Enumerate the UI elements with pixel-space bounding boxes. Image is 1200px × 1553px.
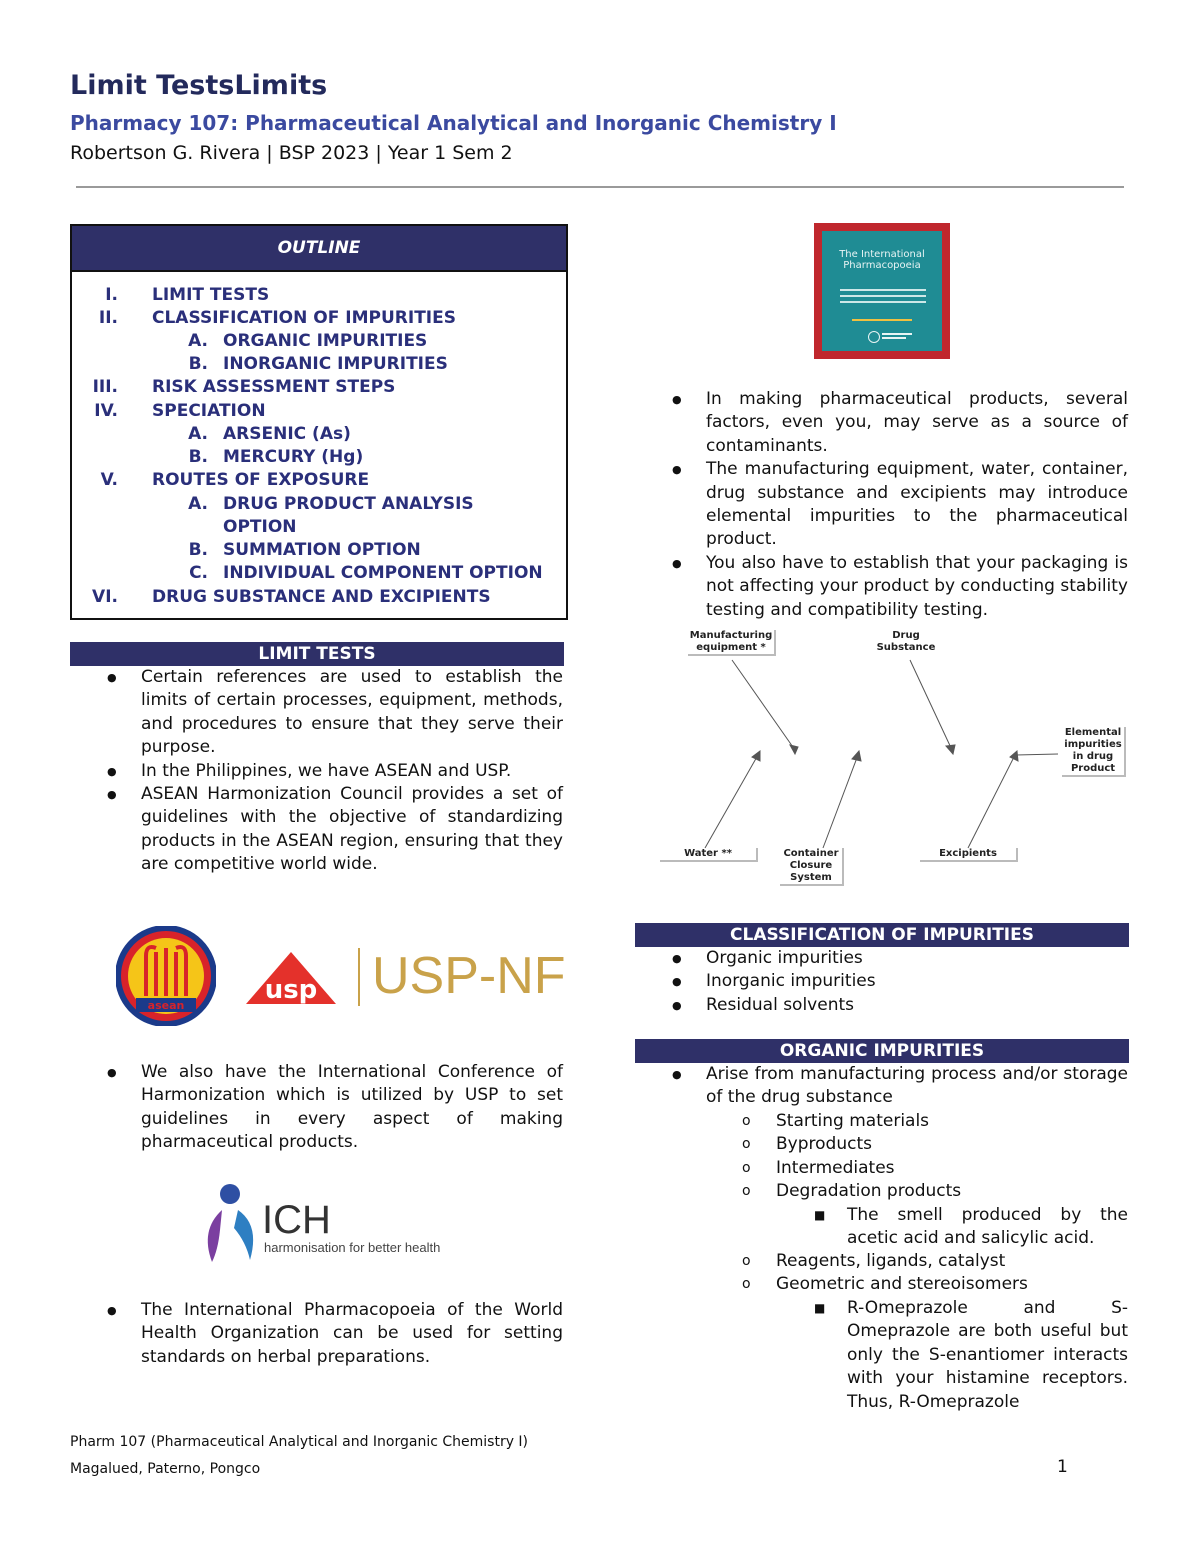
list-item: ● We also have the International Conference of Harmonization which is utilized by USP to set guidelines in every aspect of making pharmaceutical products.	[107, 1062, 563, 1153]
bullet-icon: ●	[672, 1068, 682, 1081]
outline-item[interactable]: INDIVIDUAL COMPONENT OPTION	[223, 563, 543, 583]
list-item: o Degradation products	[776, 1180, 1128, 1203]
arrow-water	[705, 755, 758, 848]
organic-sublist-1	[742, 1110, 1128, 1204]
outline-item[interactable]: MERCURY (Hg)	[223, 447, 364, 467]
outline-num: III.	[92, 377, 118, 397]
circle-bullet-icon: o	[742, 1183, 751, 1200]
usp-nf-logo: USP-NF	[372, 947, 566, 1005]
list-item: ● Residual solvents	[706, 994, 1128, 1017]
who-paragraph	[107, 1299, 563, 1369]
organic-subsub-2	[814, 1297, 1128, 1414]
outline-num: A.	[188, 331, 208, 351]
outline-num: II.	[98, 308, 118, 328]
classification-list	[672, 947, 1128, 1017]
outline-item[interactable]: RISK ASSESSMENT STEPS	[152, 377, 396, 397]
diagram-label-water: Water **	[660, 848, 758, 862]
book-title: The International Pharmacopoeia	[839, 249, 925, 271]
footer-course: Pharm 107 (Pharmaceutical Analytical and Inorganic Chemistry I)	[70, 1434, 529, 1450]
list-item: ● The manufacturing equipment, water, container, drug substance and excipients may introduce elemental impurities to the pharmaceutical product.	[672, 459, 1128, 550]
outline-box	[70, 224, 568, 620]
outline-item[interactable]: SUMMATION OPTION	[223, 540, 421, 560]
circle-bullet-icon: o	[742, 1136, 751, 1153]
diagram-label-elemental: Elemental impurities in drug Product	[1062, 727, 1126, 777]
bullet-icon: ●	[672, 952, 682, 965]
ich-tagline: harmonisation for better health	[264, 1240, 441, 1255]
logo-divider	[358, 948, 360, 1006]
bullet-icon: ●	[107, 1304, 117, 1317]
outline-num: A.	[188, 494, 208, 514]
outline-item[interactable]: LIMIT TESTS	[152, 285, 270, 305]
square-bullet-icon: ■	[814, 1208, 826, 1222]
page-title: Limit TestsLimits	[70, 70, 328, 101]
diagram-label-drug-substance: Drug Substance	[876, 630, 936, 653]
list-item: ● Arise from manufacturing process and/or storage of the drug substance	[672, 1064, 1128, 1108]
list-item: o Reagents, ligands, catalyst	[776, 1250, 1128, 1273]
bullet-icon: ●	[672, 998, 682, 1012]
bullet-icon: ●	[107, 671, 117, 684]
circle-bullet-icon: o	[742, 1276, 751, 1293]
outline-item[interactable]: CLASSIFICATION OF IMPURITIES	[152, 308, 456, 328]
usp-logo	[236, 946, 346, 1010]
organic-sublist-2	[742, 1250, 1128, 1297]
outline-num: B.	[188, 540, 208, 560]
svg-text:usp: usp	[264, 975, 318, 1005]
page-number: 1	[1057, 1457, 1068, 1477]
outline-item[interactable]: DRUG PRODUCT ANALYSIS	[223, 494, 474, 514]
list-item: o Byproducts	[776, 1133, 1128, 1156]
circle-bullet-icon: o	[742, 1253, 751, 1269]
svg-text:asean: asean	[147, 999, 185, 1012]
pharmacopoeia-book-cover	[814, 223, 950, 359]
list-item: o Intermediates	[776, 1157, 1128, 1180]
bullet-icon: ●	[107, 764, 117, 778]
arrow-container	[823, 755, 858, 848]
footer-authors: Magalued, Paterno, Pongco	[70, 1461, 261, 1477]
ich-logo-text: ICH	[262, 1198, 331, 1242]
outline-item[interactable]: INORGANIC IMPURITIES	[223, 354, 448, 374]
bullet-icon: ●	[672, 556, 682, 570]
outline-item[interactable]: SPECIATION	[152, 401, 266, 421]
section-heading-limit-tests: LIMIT TESTS	[70, 642, 564, 666]
who-emblem-icon	[868, 331, 880, 343]
organic-intro	[672, 1063, 1128, 1110]
outline-num: V.	[100, 470, 118, 490]
list-item: o Starting materials	[776, 1110, 1128, 1133]
bullet-icon: ●	[672, 463, 682, 477]
outline-num: IV.	[94, 401, 118, 421]
list-item: ● Certain references are used to establish the limits of certain processes, equipment, methods, and procedures to ensure that they serve their purpose.	[107, 667, 563, 758]
outline-num: B.	[188, 354, 208, 374]
square-bullet-icon: ■	[814, 1301, 826, 1315]
outline-item[interactable]: DRUG SUBSTANCE AND EXCIPIENTS	[152, 587, 491, 607]
course-subtitle: Pharmacy 107: Pharmaceutical Analytical and Inorganic Chemistry I	[70, 111, 837, 135]
list-item: ● The International Pharmacopoeia of the World Health Organization can be used for setting standards on herbal preparations.	[107, 1300, 563, 1367]
ich-logo-mark	[190, 1180, 260, 1270]
list-item: ● Inorganic impurities	[706, 970, 1128, 993]
outline-item[interactable]: ROUTES OF EXPOSURE	[152, 470, 370, 490]
list-item: ● You also have to establish that your packaging is not affecting your product by conducting stability testing and compatibility testing.	[672, 552, 1128, 620]
limit-tests-bullets	[107, 666, 563, 877]
arrow-to-product	[1015, 754, 1058, 755]
list-item: ● Organic impurities	[706, 947, 1128, 970]
outline-item[interactable]: ORGANIC IMPURITIES	[223, 331, 428, 351]
asean-logo	[116, 926, 216, 1026]
outline-heading: OUTLINE	[72, 226, 566, 272]
outline-num: I.	[105, 285, 118, 305]
bullet-icon: ●	[672, 975, 682, 989]
organic-subsub-1	[814, 1204, 1128, 1251]
outline-num: VI.	[92, 587, 118, 607]
diagram-label-manufacturing: Manufacturing equipment *	[688, 630, 776, 656]
circle-bullet-icon: o	[742, 1159, 751, 1176]
list-item: ■ R-Omeprazole and S-Omeprazole are both useful but only the S-enantiomer interacts with your histamine receptors. Thus, R-Omeprazole	[814, 1298, 1128, 1412]
circle-bullet-icon: o	[742, 1113, 751, 1129]
arrow-manufacturing	[732, 660, 795, 750]
list-item: ■ The smell produced by the acetic acid and salicylic acid.	[814, 1205, 1128, 1249]
outline-item[interactable]: ARSENIC (As)	[223, 424, 351, 444]
outline-num: C.	[189, 563, 208, 583]
outline-num: B.	[188, 447, 208, 467]
section-heading-classification: CLASSIFICATION OF IMPURITIES	[635, 923, 1129, 947]
header-divider	[76, 186, 1124, 188]
list-item: ● ASEAN Harmonization Council provides a set of guidelines with the objective of standardizing products in the ASEAN region, ensuring that they are competitive world wide.	[107, 784, 563, 875]
arrow-excipients	[968, 755, 1015, 848]
contaminant-bullets	[672, 388, 1128, 622]
arrow-drug-substance	[910, 660, 952, 750]
diagram-label-container: Container Closure System	[780, 848, 844, 886]
list-item: ● In making pharmaceutical products, several factors, even you, may serve as a source of contaminants.	[672, 389, 1128, 456]
bullet-icon: ●	[107, 1066, 117, 1079]
outline-item[interactable]: OPTION	[223, 517, 297, 537]
outline-num: A.	[188, 424, 208, 444]
bullet-icon: ●	[107, 788, 117, 802]
ich-paragraph	[107, 1061, 563, 1155]
diagram-label-excipients: Excipients	[920, 848, 1018, 862]
section-heading-organic: ORGANIC IMPURITIES	[635, 1039, 1129, 1063]
list-item: o Geometric and stereoisomers	[776, 1273, 1128, 1296]
author-line: Robertson G. Rivera | BSP 2023 | Year 1 Sem 2	[70, 142, 513, 164]
bullet-icon: ●	[672, 393, 682, 406]
list-item: ● In the Philippines, we have ASEAN and USP.	[141, 760, 563, 783]
